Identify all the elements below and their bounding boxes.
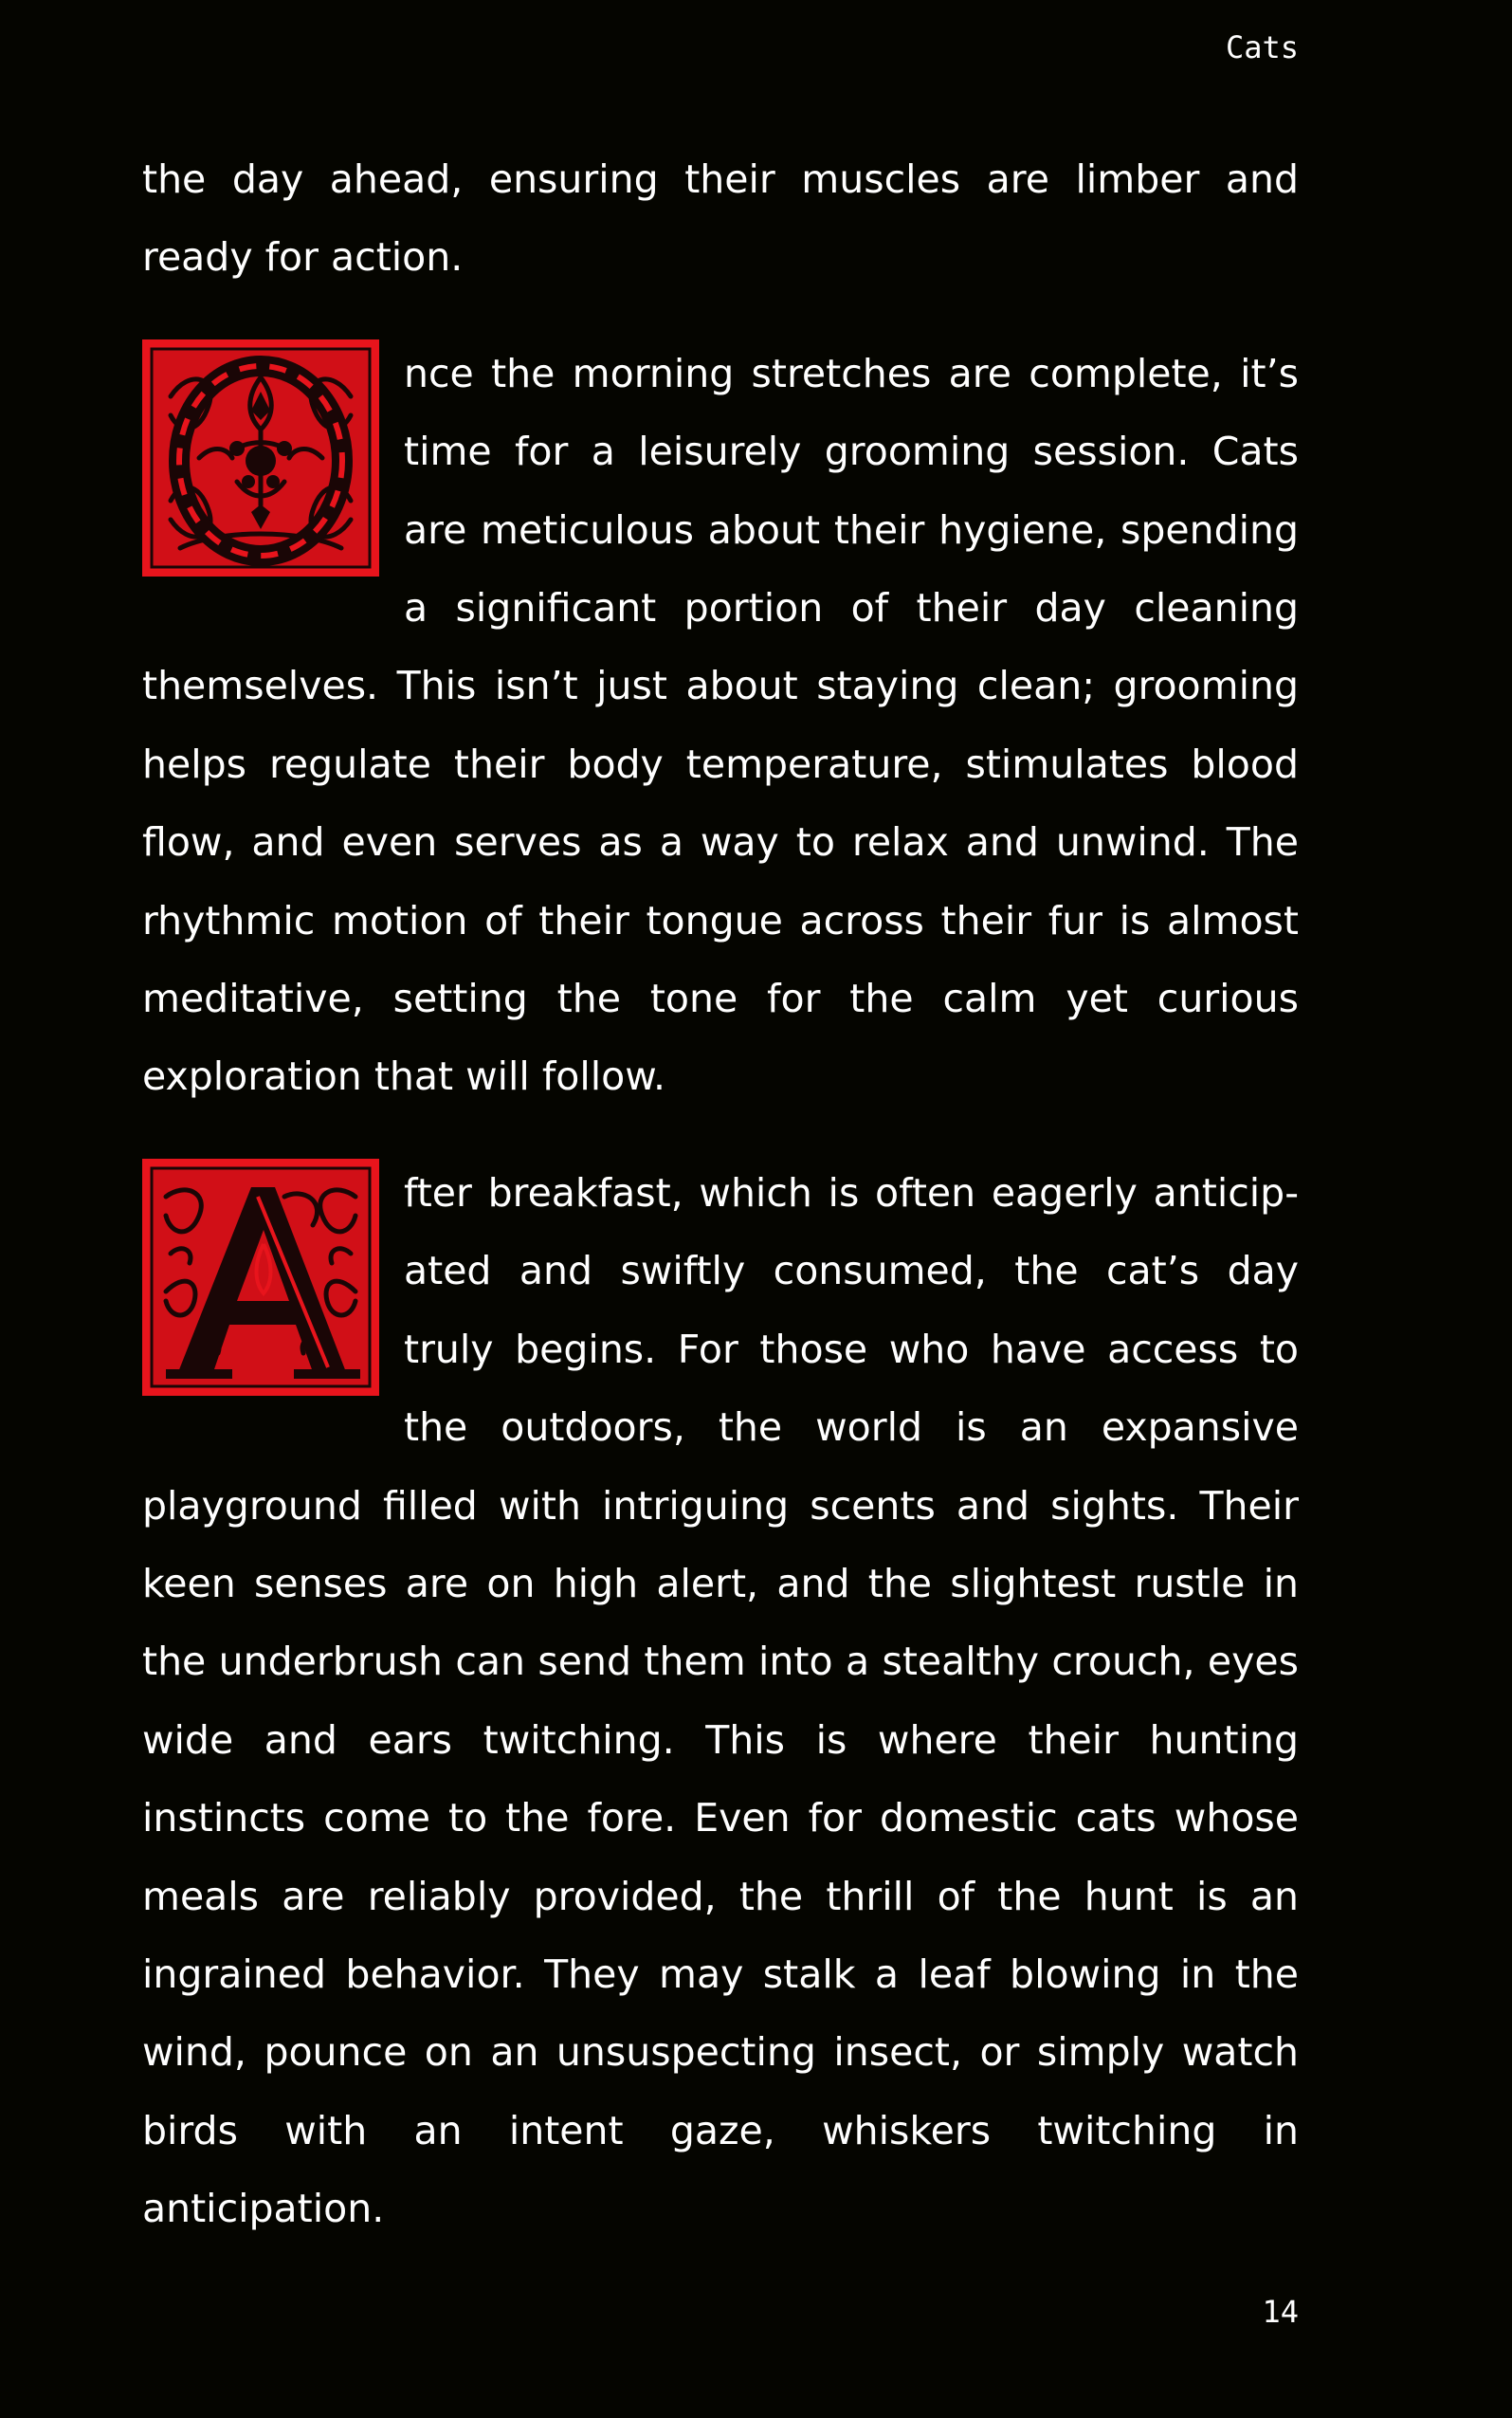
paragraph-text: fter breakfast, which is often eagerly anticipated and swiftly consumed, the cat’s day truly begins. For those who have access to the outdoors, the world is an expansive playground filled with intriguing scents and sights. Their keen senses are on high alert, and the slightest rustle in the underbrush can send them into a stealthy crouch, eyes wide and ears twitching. This is where their hunting instincts come to the fore. Even for domestic cats whose meals are reliably provided, the thrill of the hunt is an ingrained behavior. They may stalk a leaf blowing in the wind, pounce on an unsuspecting insect, or simply watch birds with an intent gaze, whiskers twitching in anticipation. <box>142 1169 1299 2232</box>
illuminated-initial-o-icon <box>142 339 379 577</box>
paragraph-dropcap-o <box>142 335 1299 1116</box>
running-head-title: Cats <box>1225 29 1299 65</box>
body-text <box>142 140 1299 2286</box>
paragraph-dropcap-a <box>142 1154 1299 2248</box>
paragraph-text: nce the morning stretches are complete, it’s time for a leisurely grooming session. Cats are meticulous about their hygiene, spending a significant portion of their day cleaning themselves. This isn’t just about staying clean; grooming helps regulate their body temperature, stimulates blood flow, and even serves as a way to relax and unwind. The rhythmic motion of their tongue across their fur is almost meditative, setting the tone for the calm yet curious exploration that will follow. <box>142 350 1299 1100</box>
paragraph-text: the day ahead, ensuring their muscles are limber and ready for action. <box>142 156 1299 281</box>
illuminated-initial-a-icon <box>142 1159 379 1396</box>
page-number: 14 <box>1262 2294 1299 2330</box>
paragraph-continued <box>142 140 1299 297</box>
